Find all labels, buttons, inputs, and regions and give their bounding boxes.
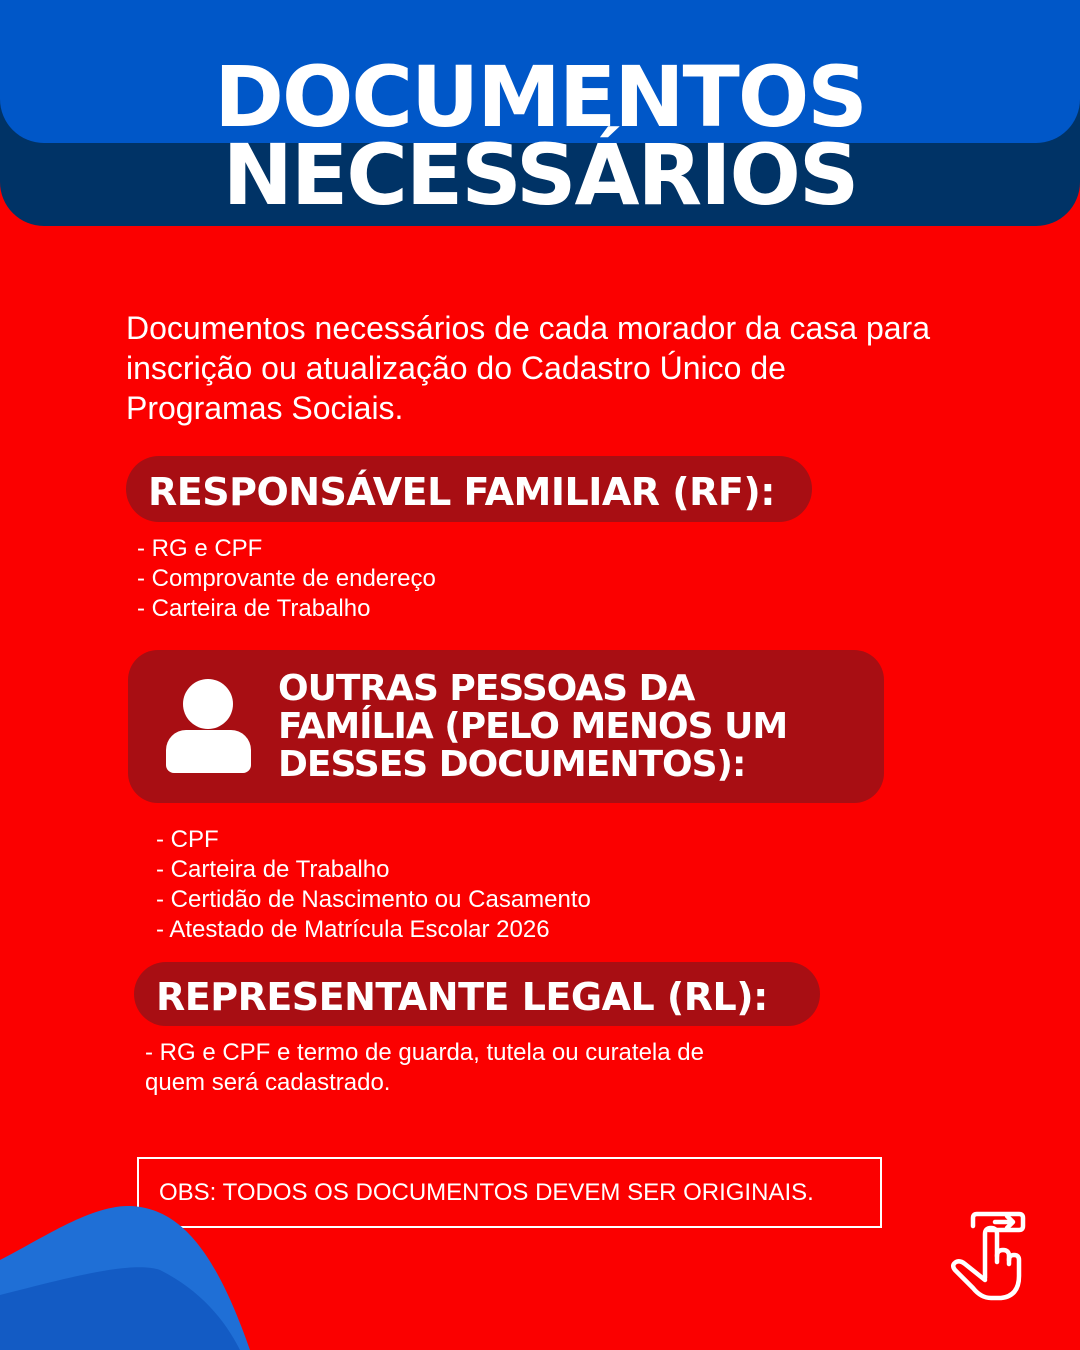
heading-line: OUTRAS PESSOAS DA (278, 668, 695, 709)
page-title (0, 48, 1080, 224)
person-icon-head (183, 679, 233, 729)
rf-list (137, 534, 436, 624)
other-people-heading (278, 670, 787, 784)
person-icon-body (166, 730, 251, 773)
heading-line: FAMÍLIA (PELO MENOS UM (278, 706, 788, 747)
list-item: - Atestado de Matrícula Escolar 2026 (156, 916, 550, 943)
rl-heading: REPRESENTANTE LEGAL (RL): (156, 975, 768, 1019)
list-item: - RG e CPF (137, 535, 263, 562)
list-item: - Certidão de Nascimento ou Casamento (156, 886, 591, 913)
list-item: - Carteira de Trabalho (137, 595, 371, 622)
list-item: - Carteira de Trabalho (156, 856, 390, 883)
title-line-1: DOCUMENTOS (214, 48, 866, 146)
list-item: quem será cadastrado. (145, 1069, 391, 1096)
note-text: OBS: TODOS OS DOCUMENTOS DEVEM SER ORIGINAIS. (159, 1179, 814, 1206)
title-line-2: NECESSÁRIOS (222, 126, 858, 224)
heading-line: DESSES DOCUMENTOS): (278, 744, 746, 785)
tap-swipe-icon[interactable] (945, 1210, 1029, 1302)
rf-heading: RESPONSÁVEL FAMILIAR (RF): (148, 470, 775, 514)
list-item: - Comprovante de endereço (137, 565, 436, 592)
list-item: - CPF (156, 826, 219, 853)
intro-text: Documentos necessários de cada morador da casa para inscrição ou atualização do Cadastro Único de Programas Sociais. (126, 310, 930, 426)
list-item: - RG e CPF e termo de guarda, tutela ou curatela de (145, 1039, 704, 1066)
other-people-list (156, 825, 591, 945)
corner-blob (0, 1200, 260, 1350)
rl-list (145, 1038, 704, 1098)
